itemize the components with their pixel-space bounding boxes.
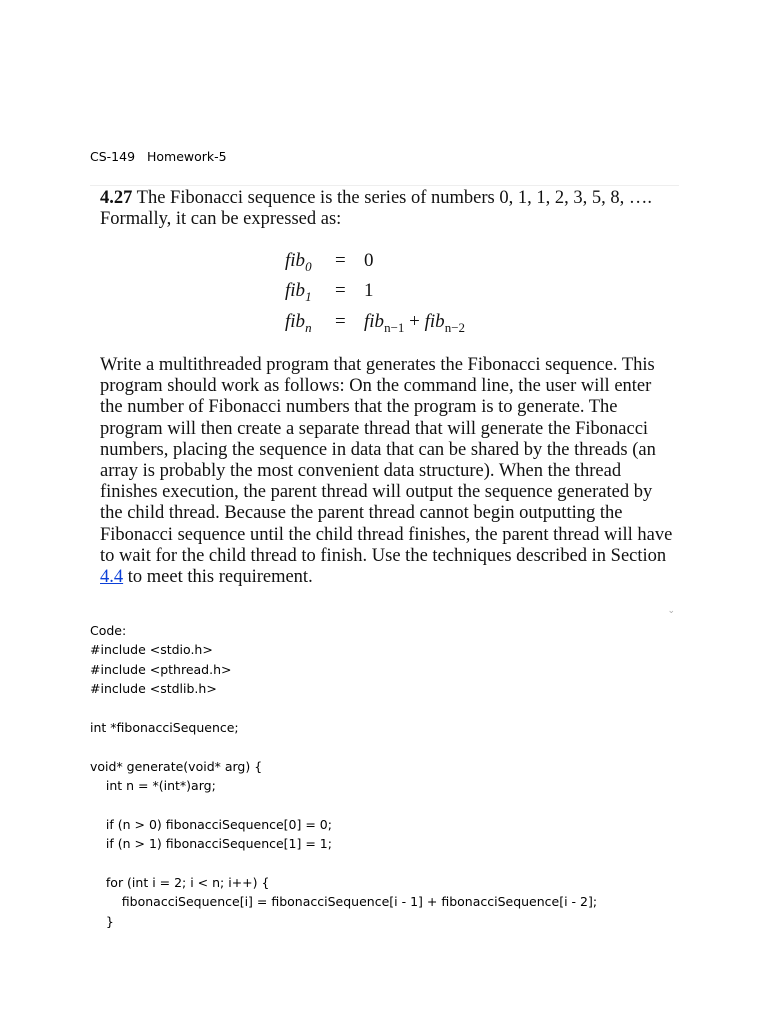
problem-intro-text: The Fibonacci sequence is the series of numbers 0, 1, 1, 2, 3, 5, 8, …. Formally, it can be expressed as:: [100, 188, 652, 230]
code-line: [90, 796, 597, 815]
equation-rhs: 1: [364, 280, 374, 301]
equation-lhs: fib: [285, 280, 306, 301]
equation-lhs: fib: [285, 250, 306, 271]
code-line: [90, 699, 597, 718]
code-line: for (int i = 2; i < n; i++) {: [90, 875, 270, 891]
problem-description-text: Write a multithreaded program that generates the Fibonacci sequence. This program should work as follows: On the command line, the user will enter the number of Fibonacci numbers that the program is to generate. The program will then create a separate thread that will generate the Fibonacci numbers, placing the sequence in data that can be shared by the threads (an array is probably the most convenient data structure). When the thread finishes execution, the parent thread will output the sequence generated by the child thread. Because the parent thread cannot begin outputting the Fibonacci sequence until the child thread finishes, the parent thread will have to wait for the child thread to finish. Use the techniques described in Section: [100, 355, 673, 566]
code-line: int n = *(int*)arg;: [90, 778, 216, 794]
code-line: if (n > 1) fibonacciSequence[1] = 1;: [90, 836, 332, 852]
equation-rhs: 0: [364, 250, 374, 271]
code-section: [90, 621, 597, 931]
code-line: [90, 854, 597, 873]
equation-subscript: 0: [305, 259, 312, 274]
code-line: }: [90, 913, 114, 929]
section-link[interactable]: 4.4: [100, 567, 124, 588]
equation-rhs: [364, 311, 465, 333]
code-line: void* generate(void* arg) {: [90, 758, 263, 774]
code-line: #include <stdio.h>: [90, 642, 213, 658]
equals-sign: =: [335, 280, 346, 301]
term-base: fib: [424, 311, 445, 332]
code-listing: [90, 640, 597, 931]
problem-description-end: to meet this requirement.: [123, 567, 313, 588]
code-line: if (n > 0) fibonacciSequence[0] = 0;: [90, 816, 332, 832]
term-subscript: n−2: [444, 320, 466, 335]
problem-intro: [100, 188, 675, 230]
equation-lhs: fib: [285, 311, 306, 332]
equals-sign: =: [335, 311, 346, 332]
plus-sign: +: [404, 311, 425, 332]
assignment-title: Homework-5: [146, 149, 227, 164]
chevron-down-icon: ⌄: [667, 605, 675, 615]
term-base: fib: [364, 311, 385, 332]
code-line: #include <pthread.h>: [90, 661, 232, 677]
problem-number: 4.27: [100, 188, 133, 208]
code-line: int *fibonacciSequence;: [90, 719, 239, 735]
equation-subscript: n: [305, 320, 312, 335]
term-subscript: n−1: [384, 320, 405, 335]
course-code: CS-149: [90, 149, 136, 164]
equals-sign: =: [335, 250, 346, 271]
code-line: fibonacciSequence[i] = fibonacciSequence[i - 1] + fibonacciSequence[i - 2];: [90, 894, 598, 910]
code-label: Code:: [90, 623, 127, 638]
code-line: [90, 737, 597, 756]
equation-subscript: 1: [305, 289, 312, 304]
textbook-excerpt-image: [90, 185, 679, 615]
document-header: [90, 149, 227, 164]
problem-description: [100, 355, 675, 588]
code-line: #include <stdlib.h>: [90, 681, 217, 697]
